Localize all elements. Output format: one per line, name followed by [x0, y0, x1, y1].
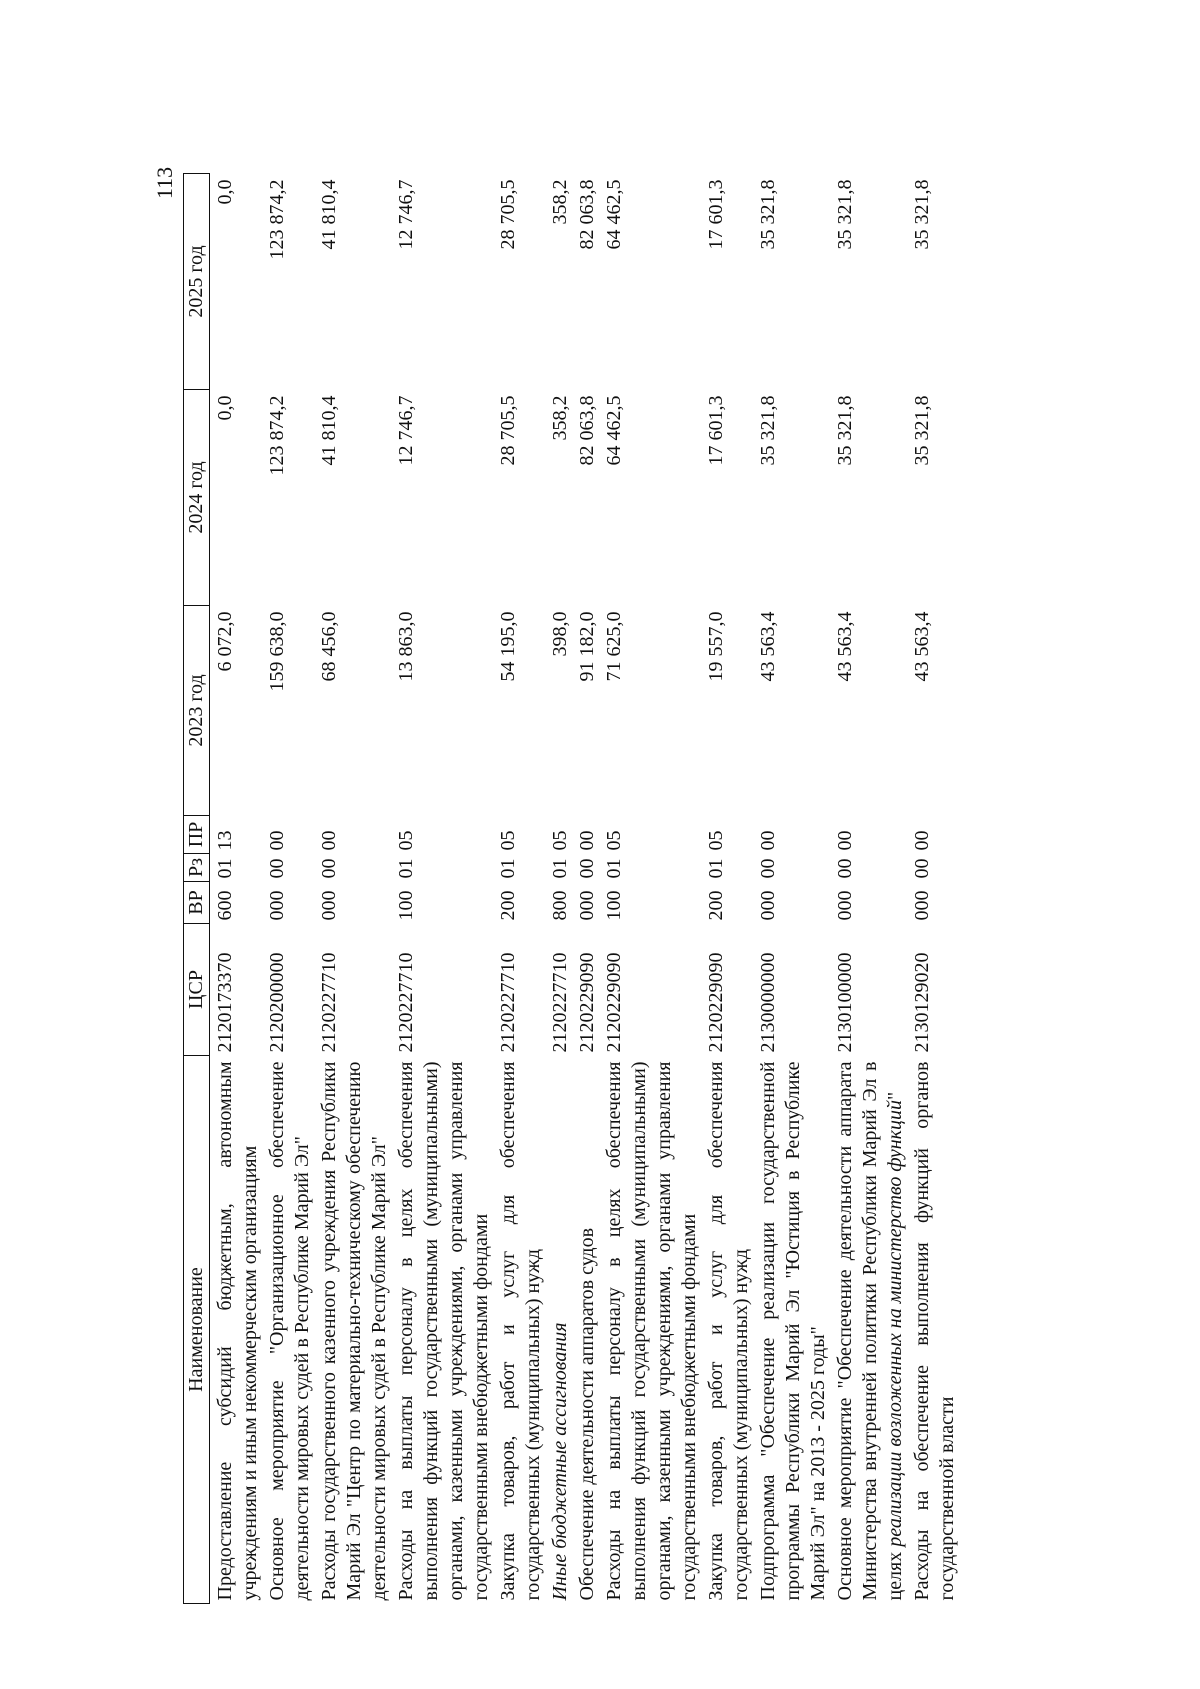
row-vr: 100: [603, 890, 625, 921]
row-csr: 2120229090: [705, 952, 727, 1053]
table-row: [393, 174, 495, 1604]
row-name: Иные бюджетные ассигнования: [549, 1322, 571, 1601]
row-2025: 64 462,5: [603, 179, 625, 250]
row-name: [832, 1056, 909, 1604]
row-name: Основное мероприятие "Организационное обеспечение деятельности мировых судей в Республике Марий Эл": [266, 1061, 313, 1601]
row-2024: 35 321,8: [911, 395, 933, 466]
row-csr: 2130100000: [834, 952, 856, 1053]
row-2024: 28 705,5: [497, 395, 519, 466]
row-rz: 01: [214, 858, 236, 879]
row-rz: 00: [318, 858, 340, 879]
row-pr: 05: [603, 830, 625, 851]
row-name: Закупка товаров, работ и услуг для обеспечения государственных (муниципальных) нужд: [497, 1061, 544, 1601]
row-csr: 2130129020: [911, 952, 933, 1053]
row-vr: 200: [705, 890, 727, 921]
row-name-italic: реализации возложенных на министерство функций: [884, 1099, 906, 1547]
row-name: Расходы на выплаты персоналу в целях обеспечения выполнения функций государственными (муниципальными) органами, казенными учреждениями, органами управления государственными внебюджетными фондами: [603, 1061, 700, 1601]
row-2023: 54 195,0: [497, 611, 519, 682]
row-name: Закупка товаров, работ и услуг для обеспечения государственных (муниципальных) нужд: [705, 1061, 752, 1601]
header-pr: ПР: [184, 816, 210, 854]
row-pr: 00: [318, 830, 340, 851]
row-csr: 2120227710: [395, 952, 417, 1053]
row-pr: 00: [576, 830, 598, 851]
row-vr: 000: [911, 890, 933, 921]
row-2025: 82 063,8: [576, 179, 598, 250]
row-2025: 0,0: [214, 179, 236, 205]
header-vr: ВР: [184, 882, 210, 924]
table-row: [264, 174, 316, 1604]
row-name-main: Основное мероприятие "Обеспечение деятельности аппарата Министерства внутренней политики Республики Марий Эл в целях: [834, 1061, 906, 1601]
row-csr: 2120229090: [603, 952, 625, 1053]
row-2025: 123 874,2: [266, 179, 288, 260]
row-csr: 2120227710: [497, 952, 519, 1053]
row-2023: 6 072,0: [214, 611, 236, 672]
row-2024: 0,0: [214, 395, 236, 421]
row-2024: 12 746,7: [395, 395, 417, 466]
row-name: Подпрограмма "Обеспечение реализации государственной программы Республики Марий Эл "Юстиция в Республике Марий Эл" на 2013 - 2025 годы": [757, 1061, 829, 1601]
row-2023: 43 563,4: [757, 611, 779, 682]
row-2025: 17 601,3: [705, 179, 727, 250]
row-rz: 00: [266, 858, 288, 879]
row-csr: 2120200000: [266, 952, 288, 1053]
row-pr: 00: [911, 830, 933, 851]
row-pr: 13: [214, 830, 236, 851]
row-2024: 123 874,2: [266, 395, 288, 476]
header-rz: Рз: [184, 854, 210, 882]
row-pr: 05: [705, 830, 727, 851]
row-2024: 64 462,5: [603, 395, 625, 466]
row-pr: 00: [757, 830, 779, 851]
row-2024: 358,2: [549, 395, 571, 441]
row-2023: 398,0: [549, 611, 571, 657]
row-vr: 000: [318, 890, 340, 921]
row-pr: 05: [395, 830, 417, 851]
row-name: Обеспечение деятельности аппаратов судов: [576, 1227, 598, 1601]
table-row: [210, 174, 265, 1604]
row-rz: 01: [497, 858, 519, 879]
row-2024: 82 063,8: [576, 395, 598, 466]
row-2023: 159 638,0: [266, 611, 288, 692]
row-vr: 000: [834, 890, 856, 921]
row-rz: 00: [911, 858, 933, 879]
header-name: Наименование: [184, 1056, 210, 1604]
row-2023: 68 456,0: [318, 611, 340, 682]
row-2025: 28 705,5: [497, 179, 519, 250]
row-rz: 00: [757, 858, 779, 879]
header-2024: 2024 год: [184, 390, 210, 606]
header-2025: 2025 год: [184, 174, 210, 390]
table-row: [547, 174, 574, 1604]
row-2023: 91 182,0: [576, 611, 598, 682]
budget-table: [183, 173, 961, 1604]
row-2025: 35 321,8: [834, 179, 856, 250]
table-row: [755, 174, 832, 1604]
row-2023: 71 625,0: [603, 611, 625, 682]
table-row: [909, 174, 961, 1604]
row-2024: 35 321,8: [834, 395, 856, 466]
table-header-row: [184, 174, 210, 1604]
row-name: Предоставление субсидий бюджетным, автономным учреждениям и иным некоммерческим организациям: [214, 1061, 261, 1601]
row-csr: 2130000000: [757, 952, 779, 1053]
table-row: [832, 174, 909, 1604]
row-vr: 000: [576, 890, 598, 921]
row-name: Расходы на выплаты персоналу в целях обеспечения выполнения функций государственными (муниципальными) органами, казенными учреждениями, органами управления государственными внебюджетными фондами: [395, 1061, 492, 1601]
row-vr: 100: [395, 890, 417, 921]
row-2023: 43 563,4: [834, 611, 856, 682]
row-name-tail: ": [884, 1091, 906, 1100]
row-2024: 41 810,4: [318, 395, 340, 466]
row-rz: 01: [395, 858, 417, 879]
row-name: Расходы на обеспечение выполнения функций органов государственной власти: [911, 1061, 958, 1601]
row-csr: 2120229090: [576, 952, 598, 1053]
row-pr: 05: [497, 830, 519, 851]
table-row: [495, 174, 547, 1604]
header-2023: 2023 год: [184, 606, 210, 816]
table-row: [316, 174, 393, 1604]
row-vr: 800: [549, 890, 571, 921]
row-2025: 41 810,4: [318, 179, 340, 250]
row-vr: 200: [497, 890, 519, 921]
row-rz: 01: [549, 858, 571, 879]
row-rz: 00: [834, 858, 856, 879]
row-2023: 13 863,0: [395, 611, 417, 682]
row-2025: 358,2: [549, 179, 571, 225]
row-2023: 43 563,4: [911, 611, 933, 682]
row-2025: 35 321,8: [757, 179, 779, 250]
row-rz: 00: [576, 858, 598, 879]
row-2023: 19 557,0: [705, 611, 727, 682]
row-csr: 2120227710: [318, 952, 340, 1053]
table-row: [601, 174, 703, 1604]
row-pr: 00: [834, 830, 856, 851]
row-csr: 2120227710: [549, 952, 571, 1053]
row-rz: 01: [705, 858, 727, 879]
row-pr: 05: [549, 830, 571, 851]
table-row: [574, 174, 601, 1604]
row-2025: 35 321,8: [911, 179, 933, 250]
row-vr: 600: [214, 890, 236, 921]
row-2025: 12 746,7: [395, 179, 417, 250]
row-2024: 35 321,8: [757, 395, 779, 466]
header-csr: ЦСР: [184, 924, 210, 1056]
row-rz: 01: [603, 858, 625, 879]
page-number: 113: [152, 166, 177, 199]
row-pr: 00: [266, 830, 288, 851]
row-vr: 000: [757, 890, 779, 921]
row-2024: 17 601,3: [705, 395, 727, 466]
table-row: [703, 174, 755, 1604]
row-csr: 2120173370: [214, 952, 236, 1053]
row-vr: 000: [266, 890, 288, 921]
row-name: Расходы государственного казенного учреждения Республики Марий Эл "Центр по материально-техническому обеспечению деятельности мировых судей в Республике Марий Эл": [318, 1061, 390, 1601]
